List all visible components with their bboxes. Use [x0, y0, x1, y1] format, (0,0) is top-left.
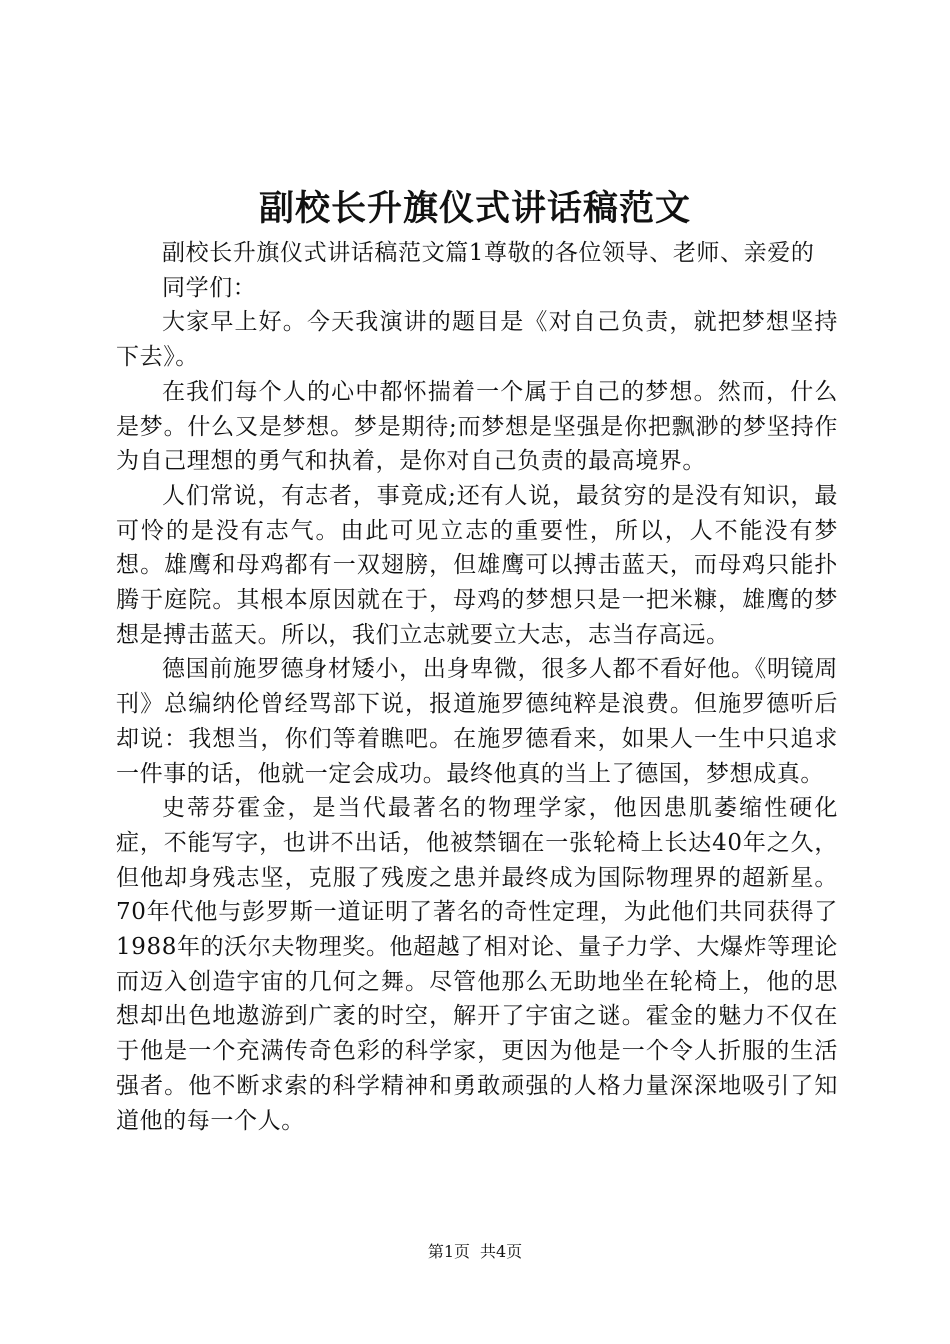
- page-total: 共4页: [480, 1242, 523, 1261]
- paragraph-hawking: 史蒂芬霍金，是当代最著名的物理学家，他因患肌萎缩性硬化症，不能写字，也讲不出话，他被禁锢在一张轮椅上长达40年之久，但他却身残志坚，克服了残废之患并最终成为国际物理界的超新星。70年代他与彭罗斯一道证明了著名的奇性定理，为此他们共同获得了1988年的沃尔夫物理奖。他超越了相对论、量子力学、大爆炸等理论而迈入创造宇宙的几何之舞。尽管他那么无助地坐在轮椅上，他的思想却出色地遨游到广袤的时空，解开了宇宙之谜。霍金的魅力不仅在于他是一个充满传奇色彩的科学家，更因为他是一个令人折服的生活强者。他不断求索的科学精神和勇敢顽强的人格力量深深地吸引了知道他的每一个人。: [116, 795, 838, 1134]
- document-title: 副校长升旗仪式讲话稿范文: [258, 188, 691, 229]
- paragraph-greeting: 同学们：: [162, 274, 257, 301]
- paragraph-intro: 副校长升旗仪式讲话稿范文篇1尊敬的各位领导、老师、亲爱的: [162, 240, 815, 266]
- page-footer: [0, 1240, 950, 1264]
- paragraph-dream: 在我们每个人的心中都怀揣着一个属于自己的梦想。然而，什么是梦。什么又是梦想。梦是期待;而梦想是坚强是你把飘渺的梦坚持作为自己理想的勇气和执着，是你对自己负责的最高境界。: [116, 378, 838, 475]
- page-number: 第1页: [427, 1242, 470, 1261]
- document-body: [116, 236, 838, 1138]
- paragraph-schroeder: 德国前施罗德身材矮小，出身卑微，很多人都不看好他。《明镜周刊》总编纳伦曾经骂部下说，报道施罗德纯粹是浪费。但施罗德听后却说：我想当，你们等着瞧吧。在施罗德看来，如果人一生中只追求一件事的话，他就一定会成功。最终他真的当上了德国，梦想成真。: [116, 656, 838, 787]
- paragraph-topic: 大家早上好。今天我演讲的题目是《对自己负责，就把梦想坚持下去》。: [116, 309, 838, 371]
- paragraph-ambition: 人们常说，有志者，事竟成;还有人说，最贫穷的是没有知识，最可怜的是没有志气。由此可见立志的重要性，所以，人不能没有梦想。雄鹰和母鸡都有一双翅膀，但雄鹰可以搏击蓝天，而母鸡只能扑腾于庭院。其根本原因就在于，母鸡的梦想只是一把米糠，雄鹰的梦想是搏击蓝天。所以，我们立志就要立大志，志当存高远。: [116, 482, 838, 648]
